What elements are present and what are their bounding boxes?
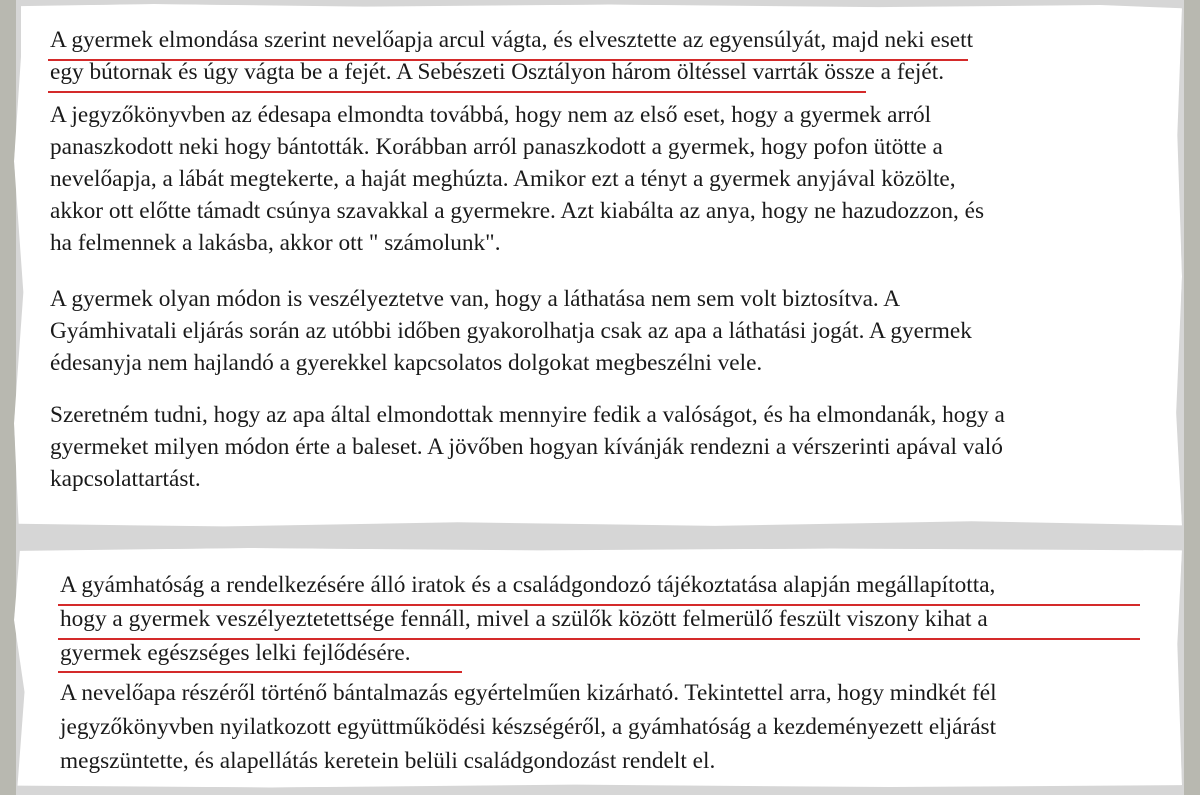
text-line: A gyermek elmondása szerint nevelőapja arcul vágta, és elvesztette az egyensúlyát, majd neki esett <box>50 27 974 53</box>
highlight-underline-2 <box>48 91 866 93</box>
text-line: A gyámhatóság a rendelkezésére álló iratok és a családgondozó tájékoztatása alapján megállapította, <box>60 572 996 598</box>
text-line: egy bútornak és úgy vágta be a fejét. A Sebészeti Osztályon három öltéssel varrták össze a fejét. <box>50 59 945 85</box>
text-line: A nevelőapa részéről történő bántalmazás egyértelműen kizárható. Tekintettel arra, hogy mindkét fél <box>60 680 997 706</box>
text-line: A jegyzőkönyvben az édesapa elmondta továbbá, hogy nem az első eset, hogy a gyermek arról <box>50 102 932 128</box>
text-line: gyermek egészséges lelki fejlődésére. <box>60 640 411 666</box>
right-background-strip <box>1184 0 1200 795</box>
text-line: akkor ott előtte támadt csúnya szavakkal a gyermekre. Azt kiabálta az anya, hogy ne hazudozzon, és <box>50 198 985 224</box>
text-line: megszüntette, és alapellátás keretein belüli családgondozást rendelt el. <box>60 748 716 774</box>
text-line: kapcsolattartást. <box>50 466 201 492</box>
text-line: Gyámhivatali eljárás során az utóbbi időben gyakorolhatja csak az apa a láthatási jogát. A gyermek <box>50 318 972 344</box>
paragraph-visitation <box>50 283 972 379</box>
text-line: ha felmennek a lakásba, akkor ott " számolunk". <box>50 230 501 256</box>
text-line: A gyermek olyan módon is veszélyeztetve van, hogy a láthatása nem sem volt biztosítva. A <box>50 286 901 312</box>
left-background-strip <box>0 0 16 795</box>
paragraph-decision <box>60 676 997 778</box>
text-line: édesanyja nem hajlandó a gyerekkel kapcsolatos dolgokat megbeszélni vele. <box>50 350 763 376</box>
text-line: gyermeket milyen módon érte a baleset. A jövőben hogyan kívánják rendezni a vérszerinti apával való <box>50 434 1003 460</box>
highlight-underline-5 <box>58 671 462 673</box>
text-line: hogy a gyermek veszélyeztetettsége fennáll, mivel a szülők között felmerülő feszült viszony kihat a <box>60 606 988 632</box>
highlighted-statement-top <box>50 24 973 88</box>
text-line: nevelőapja, a lábát megtekerte, a haját meghúzta. Amikor ezt a tényt a gyermek anyjával közölte, <box>50 166 956 192</box>
text-line: Szeretném tudni, hogy az apa által elmondottak mennyire fedik a valóságot, és ha elmondanák, hogy a <box>50 402 1005 428</box>
text-line: panaszkodott neki hogy bántották. Korábban arról panaszkodott a gyermek, hogy pofon ütötte a <box>50 134 943 160</box>
paragraph-request <box>50 399 1005 495</box>
highlighted-statement-bottom <box>60 568 995 670</box>
text-line: jegyzőkönyvben nyilatkozott együttműködési készségéről, a gyámhatóság a kezdeményezett eljárást <box>60 714 997 740</box>
paragraph-father-statement <box>50 99 984 259</box>
